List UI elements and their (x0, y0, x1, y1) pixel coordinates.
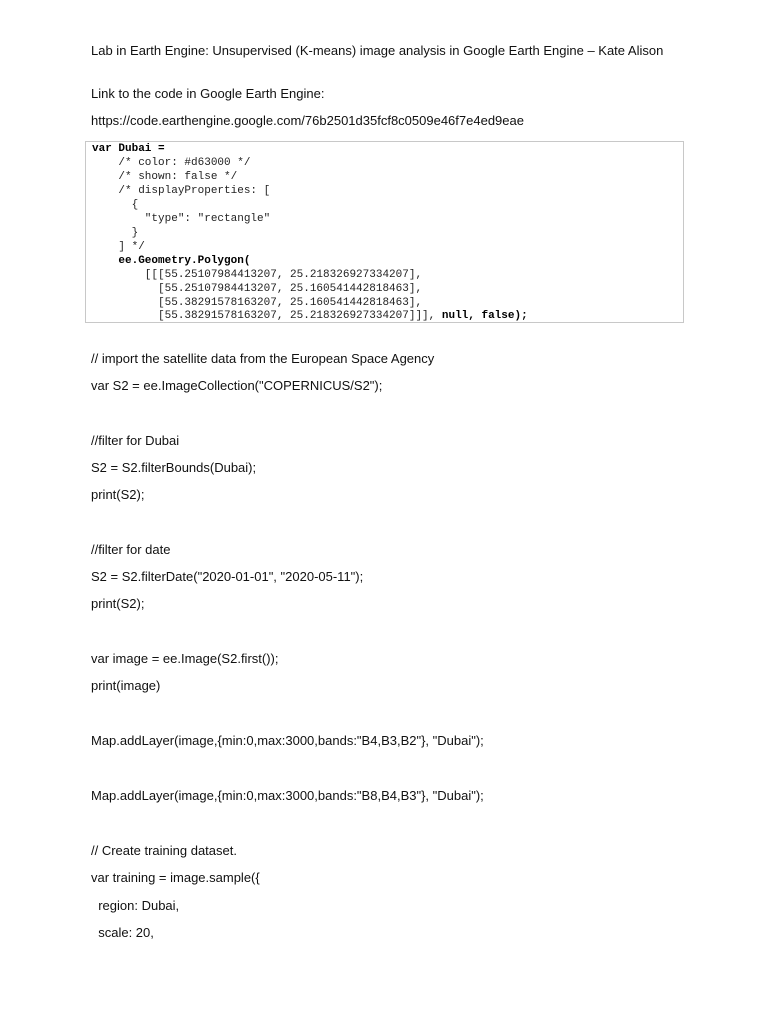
body-line: region: Dubai, (91, 898, 180, 913)
code-link[interactable]: https://code.earthengine.google.com/76b2501d35fcf8c0509e46f7e4ed9eae (91, 113, 524, 128)
code-line: /* shown: false */ (92, 171, 238, 183)
body-line: print(image) (91, 678, 161, 693)
body-line: //filter for Dubai (91, 433, 180, 448)
document-title: Lab in Earth Engine: Unsupervised (K-means) image analysis in Google Earth Engine – Kate Alison (91, 43, 664, 58)
body-line: //filter for date (91, 542, 171, 557)
body-line: S2 = S2.filterBounds(Dubai); (91, 460, 257, 475)
code-line: { (92, 199, 139, 211)
body-line: print(S2); (91, 596, 145, 611)
body-line: var image = ee.Image(S2.first()); (91, 651, 279, 666)
code-line: } (92, 227, 139, 239)
code-line: /* color: #d63000 */ (92, 157, 251, 169)
code-line: [55.38291578163207, 25.160541442818463], (92, 297, 423, 309)
code-line: [[[55.25107984413207, 25.218326927334207], (92, 269, 423, 281)
body-line: Map.addLayer(image,{min:0,max:3000,bands:"B8,B4,B3"}, "Dubai"); (91, 788, 484, 803)
body-line: print(S2); (91, 487, 145, 502)
code-line: [55.25107984413207, 25.160541442818463], (92, 283, 423, 295)
body-line: var training = image.sample({ (91, 870, 260, 885)
code-line (92, 310, 528, 323)
body-line: // import the satellite data from the European Space Agency (91, 351, 435, 366)
body-line: scale: 20, (91, 925, 154, 940)
code-line: "type": "rectangle" (92, 213, 271, 225)
code-line-part: [55.38291578163207, 25.218326927334207]]], (92, 310, 436, 322)
link-label: Link to the code in Google Earth Engine: (91, 86, 325, 101)
body-line: // Create training dataset. (91, 843, 237, 858)
body-line: var S2 = ee.ImageCollection("COPERNICUS/S2"); (91, 378, 383, 393)
code-block (85, 141, 684, 323)
code-line: var Dubai = (92, 143, 165, 155)
code-line-part: null, false); (435, 310, 528, 322)
code-line: ] */ (92, 241, 145, 253)
body-line: S2 = S2.filterDate("2020-01-01", "2020-05-11"); (91, 569, 364, 584)
code-line: /* displayProperties: [ (92, 185, 271, 197)
code-line: ee.Geometry.Polygon( (92, 255, 251, 267)
body-line: Map.addLayer(image,{min:0,max:3000,bands:"B4,B3,B2"}, "Dubai"); (91, 733, 484, 748)
